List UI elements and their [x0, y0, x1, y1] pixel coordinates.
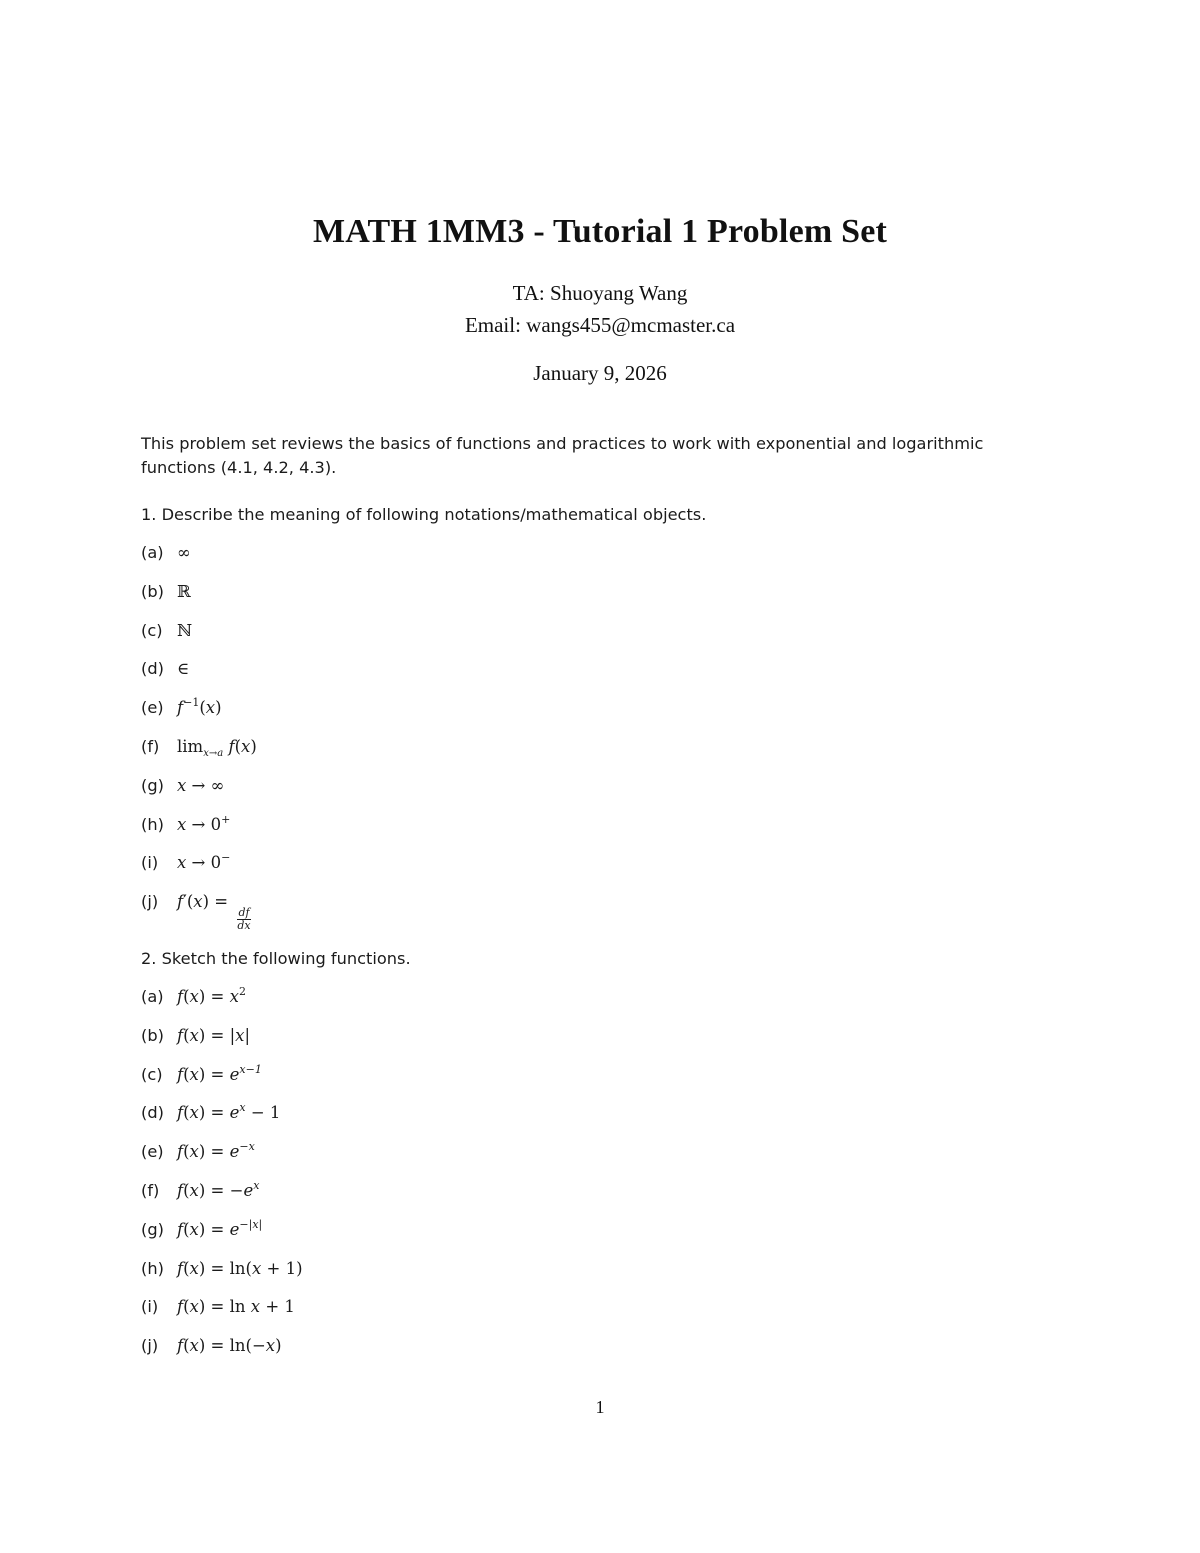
problem-2-item: [141, 1294, 295, 1320]
problem-2-item: [141, 1139, 255, 1165]
problem-1-item: [141, 656, 189, 682]
problem-2-item: [141, 1217, 262, 1243]
problem-2-item-label: (i): [141, 1297, 159, 1317]
problem-1-item: [141, 579, 191, 605]
problem-2-heading: 2. Sketch the following functions.: [141, 949, 411, 968]
problem-1-item: [141, 773, 224, 799]
intro-paragraph: This problem set reviews the basics of functions and practices to work with exponential and logarithmic functions (4.1, 4.2, 4.3).: [141, 434, 984, 477]
problem-2-item-label: (e): [141, 1142, 164, 1162]
problem-1-item-expression: x → ∞: [177, 775, 225, 795]
problem-1-item: [141, 695, 222, 721]
problem-2-item-expression: f(x) = |x|: [177, 1025, 251, 1045]
problem-1-item-expression: x → 0−: [177, 851, 231, 873]
problem-1-item-label: (g): [141, 775, 164, 795]
problem-1-item-label: (c): [141, 620, 163, 640]
problem-1-item-label: (j): [141, 892, 159, 912]
problem-2-item: [141, 1178, 259, 1204]
problem-2-item-expression: $f(x) = e^x - 1$: [177, 1101, 281, 1123]
ta-name: TA: Shuoyang Wang: [512, 281, 688, 305]
problem-2-item-label: (f): [141, 1181, 160, 1200]
problem-1-item-label: (a): [141, 543, 164, 562]
problem-2-item-label: (j): [141, 1336, 159, 1356]
problem-2-item: [141, 984, 246, 1010]
problem-1-item-label: (f): [141, 737, 160, 756]
problem-2-item-label: (d): [141, 1103, 164, 1123]
problem-1-item-label: (d): [141, 659, 164, 679]
problem-2-item: [141, 1100, 280, 1126]
problem-2-item-expression: $f(x) = e^{x-1}$: [177, 1062, 262, 1084]
problem-2-item-label: (g): [141, 1219, 164, 1239]
problem-1-item: [141, 540, 191, 566]
problem-1-item-expression: ∞: [177, 543, 191, 562]
problem-2-item: [141, 1062, 262, 1088]
problem-2-item-expression: f(x) = ln x + 1: [177, 1297, 295, 1317]
document-title: MATH 1MM3 - Tutorial 1 Problem Set: [312, 213, 888, 250]
problem-1-item: [141, 850, 230, 876]
page-number: 1: [595, 1397, 605, 1417]
problem-2-item-expression: $f(x) = e^{-|x|}$: [177, 1217, 263, 1239]
problem-1-item-expression: $\lim_{x\to a} f(x)$: [177, 737, 257, 759]
problem-1-item-expression: f′(x) = $\frac{df}{dx}$: [177, 892, 251, 933]
problem-1-item-expression: $f^{-1}(x)$: [177, 696, 222, 718]
problem-2-item: [141, 1023, 250, 1049]
problem-1-item-label: (b): [141, 581, 164, 601]
problem-2-item-label: (h): [141, 1258, 164, 1278]
problem-2-item-expression: f(x) = ln(x + 1): [177, 1258, 303, 1278]
problem-1-item-expression: ℕ: [177, 620, 193, 640]
problem-2-item-label: (c): [141, 1064, 163, 1084]
document-date: January 9, 2026: [533, 361, 667, 385]
problem-1-item-expression: ℝ: [177, 581, 191, 601]
problem-1-item-label: (h): [141, 814, 164, 834]
problem-2-item: [141, 1256, 303, 1282]
problem-2-item-label: (a): [141, 987, 164, 1006]
ta-email: Email: wangs455@mcmaster.ca: [464, 313, 736, 337]
problem-1-item: [141, 734, 257, 760]
problem-1-item: [141, 889, 252, 933]
problem-2-item-expression: f(x) = ln(−x): [177, 1336, 282, 1356]
problem-1-item-label: (i): [141, 853, 159, 873]
problem-1-item-expression: ∈: [177, 659, 190, 679]
problem-2-item: [141, 1333, 282, 1359]
problem-2-item-expression: $f(x) = e^{-x}$: [177, 1140, 255, 1162]
problem-2-item-label: (b): [141, 1025, 164, 1045]
problem-1-item: [141, 812, 230, 838]
problem-1-item-label: (e): [141, 698, 164, 718]
problem-1-item-expression: x → 0+: [177, 812, 231, 834]
problem-1-item: [141, 618, 192, 644]
problem-2-item-expression: $f(x) = -e^x$: [177, 1179, 260, 1200]
problem-1-heading: 1. Describe the meaning of following notations/mathematical objects.: [141, 505, 707, 524]
problem-2-item-expression: $f(x) = x^2$: [177, 985, 246, 1006]
